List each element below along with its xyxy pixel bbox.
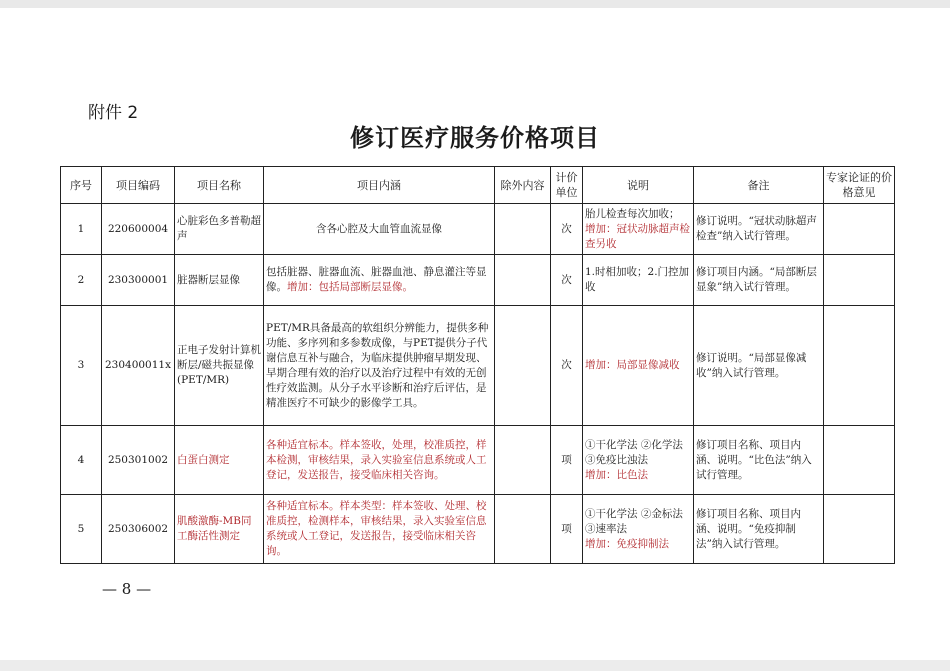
content-added-text: 增加：包括局部断层显像。 [287, 281, 413, 293]
cell-exclusion [495, 306, 551, 426]
content-added-text: 各种适宜标本。样本类型：样本签收、处理、校准质控，检测样本，审核结果，录入实验室信息系统或人工登记，发送报告，接受临床相关咨询。 [266, 500, 487, 557]
content-text: PET/MR具备最高的软组织分辨能力，提供多种功能、多序列和多参数成像，与PET提供分子代谢信息互补与融合，为临床提供肿瘤早期发现、早期合理有效的治疗以及治疗过程中有效的无创性疗效监测。从分子水平诊断和治疗后评估，是精准医疗不可缺少的影像学工具。 [266, 321, 489, 409]
cell-content [264, 204, 495, 255]
page-number: — 8 — [102, 580, 152, 598]
price-items-table [60, 166, 895, 564]
note-added-text: 增加：局部显像减收 [585, 359, 680, 371]
cell-code: 230400011x [102, 306, 175, 426]
header-unit: 计价单位 [551, 167, 583, 204]
cell-content [264, 426, 495, 495]
cell-unit: 次 [551, 204, 583, 255]
cell-seq: 2 [61, 255, 102, 306]
cell-remark: 修订项目内涵。“局部断层显象”纳入试行管理。 [694, 255, 824, 306]
table-row [61, 495, 895, 564]
cell-code: 250301002 [102, 426, 175, 495]
header-expert: 专家论证的价格意见 [824, 167, 895, 204]
table-header-row [61, 167, 895, 204]
cell-unit: 项 [551, 495, 583, 564]
cell-seq: 4 [61, 426, 102, 495]
note-text: 胎儿检查每次加收； [585, 207, 680, 220]
scan-top-edge [0, 0, 950, 8]
cell-code: 230300001 [102, 255, 175, 306]
cell-content [264, 306, 495, 426]
content-text: 包括脏器、脏器血流、脏器血池、静息灌注等显像。 [266, 266, 487, 293]
cell-content [264, 255, 495, 306]
note-text: ①干化学法 ②化学法 ③免疫比浊法 [585, 438, 683, 466]
cell-note [583, 255, 694, 306]
table-row [61, 204, 895, 255]
cell-remark: 修订说明。“冠状动脉超声检查”纳入试行管理。 [694, 204, 824, 255]
note-added-text: 增加：比色法 [585, 468, 648, 481]
cell-seq: 1 [61, 204, 102, 255]
cell-expert [824, 495, 895, 564]
cell-note [583, 426, 694, 495]
cell-remark: 修订说明。“局部显像减收”纳入试行管理。 [694, 306, 824, 426]
header-code: 项目编码 [102, 167, 175, 204]
cell-exclusion [495, 495, 551, 564]
cell-note [583, 495, 694, 564]
cell-name: 白蛋白测定 [175, 426, 264, 495]
note-text: ①干化学法 ②金标法 ③速率法 [585, 507, 683, 535]
content-text: 含各心腔及大血管血流显像 [316, 222, 442, 235]
cell-seq: 5 [61, 495, 102, 564]
cell-unit: 项 [551, 426, 583, 495]
cell-expert [824, 204, 895, 255]
cell-name: 肌酸激酶-MB同工酶活性测定 [175, 495, 264, 564]
cell-remark: 修订项目名称、项目内涵、说明。“比色法”纳入试行管理。 [694, 426, 824, 495]
document-title: 修订医疗服务价格项目 [350, 124, 600, 152]
note-text: 1.时相加收；2.门控加收 [585, 266, 690, 293]
cell-exclusion [495, 204, 551, 255]
cell-content [264, 495, 495, 564]
header-exclusion: 除外内容 [495, 167, 551, 204]
attachment-label: 附件 2 [88, 103, 139, 123]
cell-name: 脏器断层显像 [175, 255, 264, 306]
table-row [61, 426, 895, 495]
header-remark: 备注 [694, 167, 824, 204]
scan-bottom-edge [0, 660, 950, 671]
cell-name: 正电子发射计算机断层/磁共振显像(PET/MR) [175, 306, 264, 426]
cell-unit: 次 [551, 255, 583, 306]
header-seq: 序号 [61, 167, 102, 204]
cell-expert [824, 426, 895, 495]
cell-exclusion [495, 255, 551, 306]
cell-seq: 3 [61, 306, 102, 426]
note-added-text: 增加：冠状动脉超声检查另收 [585, 222, 690, 250]
cell-exclusion [495, 426, 551, 495]
cell-note [583, 204, 694, 255]
cell-expert [824, 255, 895, 306]
cell-expert [824, 306, 895, 426]
cell-unit: 次 [551, 306, 583, 426]
header-name: 项目名称 [175, 167, 264, 204]
cell-note [583, 306, 694, 426]
cell-remark: 修订项目名称、项目内涵、说明。“免疫抑制法”纳入试行管理。 [694, 495, 824, 564]
table-row [61, 255, 895, 306]
content-added-text: 各种适宜标本。样本签收，处理，校准质控，样本检测，审核结果，录入实验室信息系统或人工登记，发送报告，接受临床相关咨询。 [266, 438, 487, 481]
cell-code: 220600004 [102, 204, 175, 255]
header-note: 说明 [583, 167, 694, 204]
note-added-text: 增加：免疫抑制法 [585, 537, 669, 550]
table-row [61, 306, 895, 426]
cell-name: 心脏彩色多普勒超声 [175, 204, 264, 255]
cell-code: 250306002 [102, 495, 175, 564]
header-content: 项目内涵 [264, 167, 495, 204]
